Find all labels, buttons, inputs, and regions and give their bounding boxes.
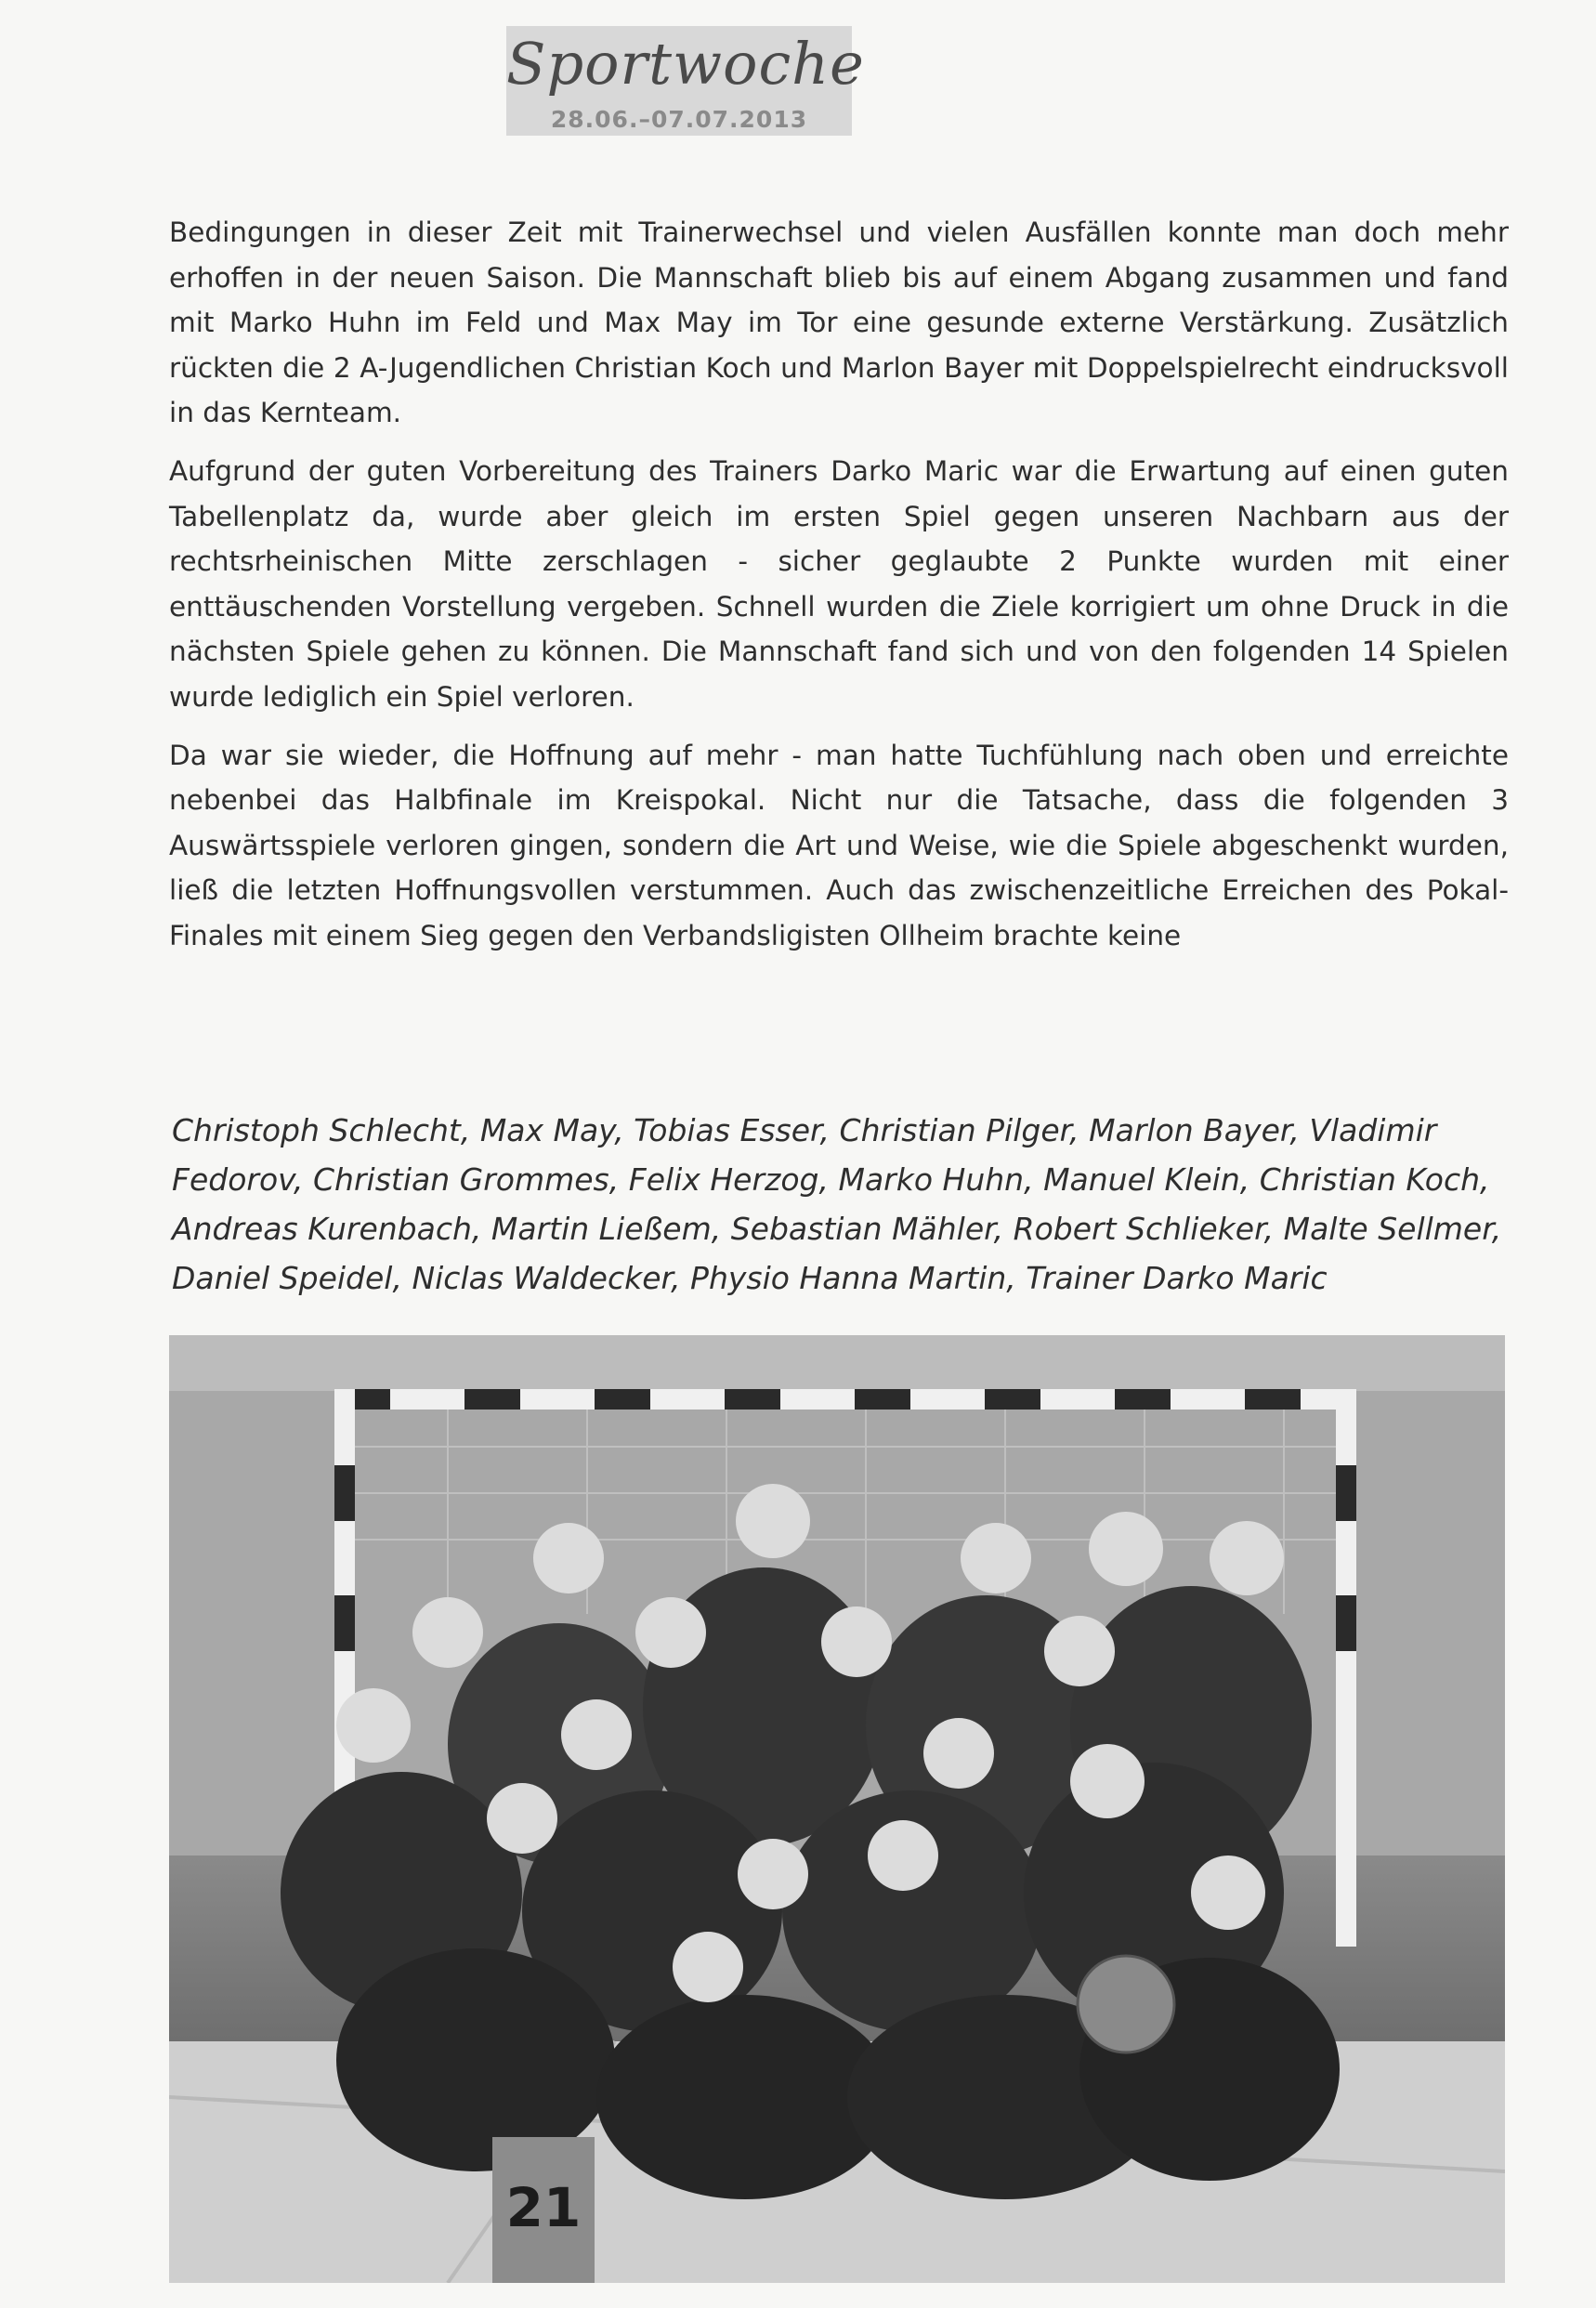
paragraph: Da war sie wieder, die Hoffnung auf mehr - man hatte Tuchfühlung nach oben und erreichte nebenbei das Halbfinale im Kreispokal. Nicht nur die Tatsache, dass die folgenden 3 Auswärtsspiele verloren gingen, sondern die Art und Weise, wie die Spiele abgeschenkt wurden, ließ die letzten Hoffnungsvollen verstummen. Auch das zwischenzeitliche Erreichen des Pokal-Finales mit einem Sieg gegen den Verbandsligisten Ollheim brachte keine <box>169 739 1509 951</box>
page-number: 21 <box>505 2176 582 2239</box>
handball <box>1078 1956 1174 2052</box>
header-title: Sportwoche <box>506 30 865 98</box>
team-photo <box>169 1335 1505 2283</box>
article-body <box>169 210 1509 972</box>
header-date: 28.06.–07.07.2013 <box>550 106 808 133</box>
team-photo-illustration <box>169 1335 1505 2283</box>
header-banner <box>506 26 865 136</box>
photo-caption: Christoph Schlecht, Max May, Tobias Esser, Christian Pilger, Marlon Bayer, Vladimir Fedorov, Christian Grommes, Felix Herzog, Marko Huhn, Manuel Klein, Christian Koch, Andreas Kurenbach, Martin Ließem, Sebastian Mähler, Robert Schlieker, Malte Sellmer, Daniel Speidel, Niclas Waldecker, Physio Hanna Martin, Trainer Darko Maric <box>172 1112 1502 1296</box>
page-number-box <box>492 2137 595 2283</box>
paragraph: Aufgrund der guten Vorbereitung des Trainers Darko Maric war die Erwartung auf einen guten Tabellenplatz da, wurde aber gleich im ersten Spiel gegen unseren Nachbarn aus der rechtsrheinischen Mitte zerschlagen - sicher geglaubte 2 Punkte wurden mit einer enttäuschenden Vorstellung vergeben. Schnell wurden die Ziele korrigiert um ohne Druck in die nächsten Spiele gehen zu können. Die Mannschaft fand sich und von den folgenden 14 Spielen wurde lediglich ein Spiel verloren. <box>169 454 1509 713</box>
paragraph: Bedingungen in dieser Zeit mit Trainerwechsel und vielen Ausfällen konnte man doch mehr erhoffen in der neuen Saison. Die Mannschaft blieb bis auf einem Abgang zusammen und fand mit Marko Huhn im Feld und Max May im Tor eine gesunde externe Verstärkung. Zusätzlich rückten die 2 A-Jugendlichen Christian Koch und Marlon Bayer mit Doppelspielrecht eindrucksvoll in das Kernteam. <box>169 216 1509 429</box>
